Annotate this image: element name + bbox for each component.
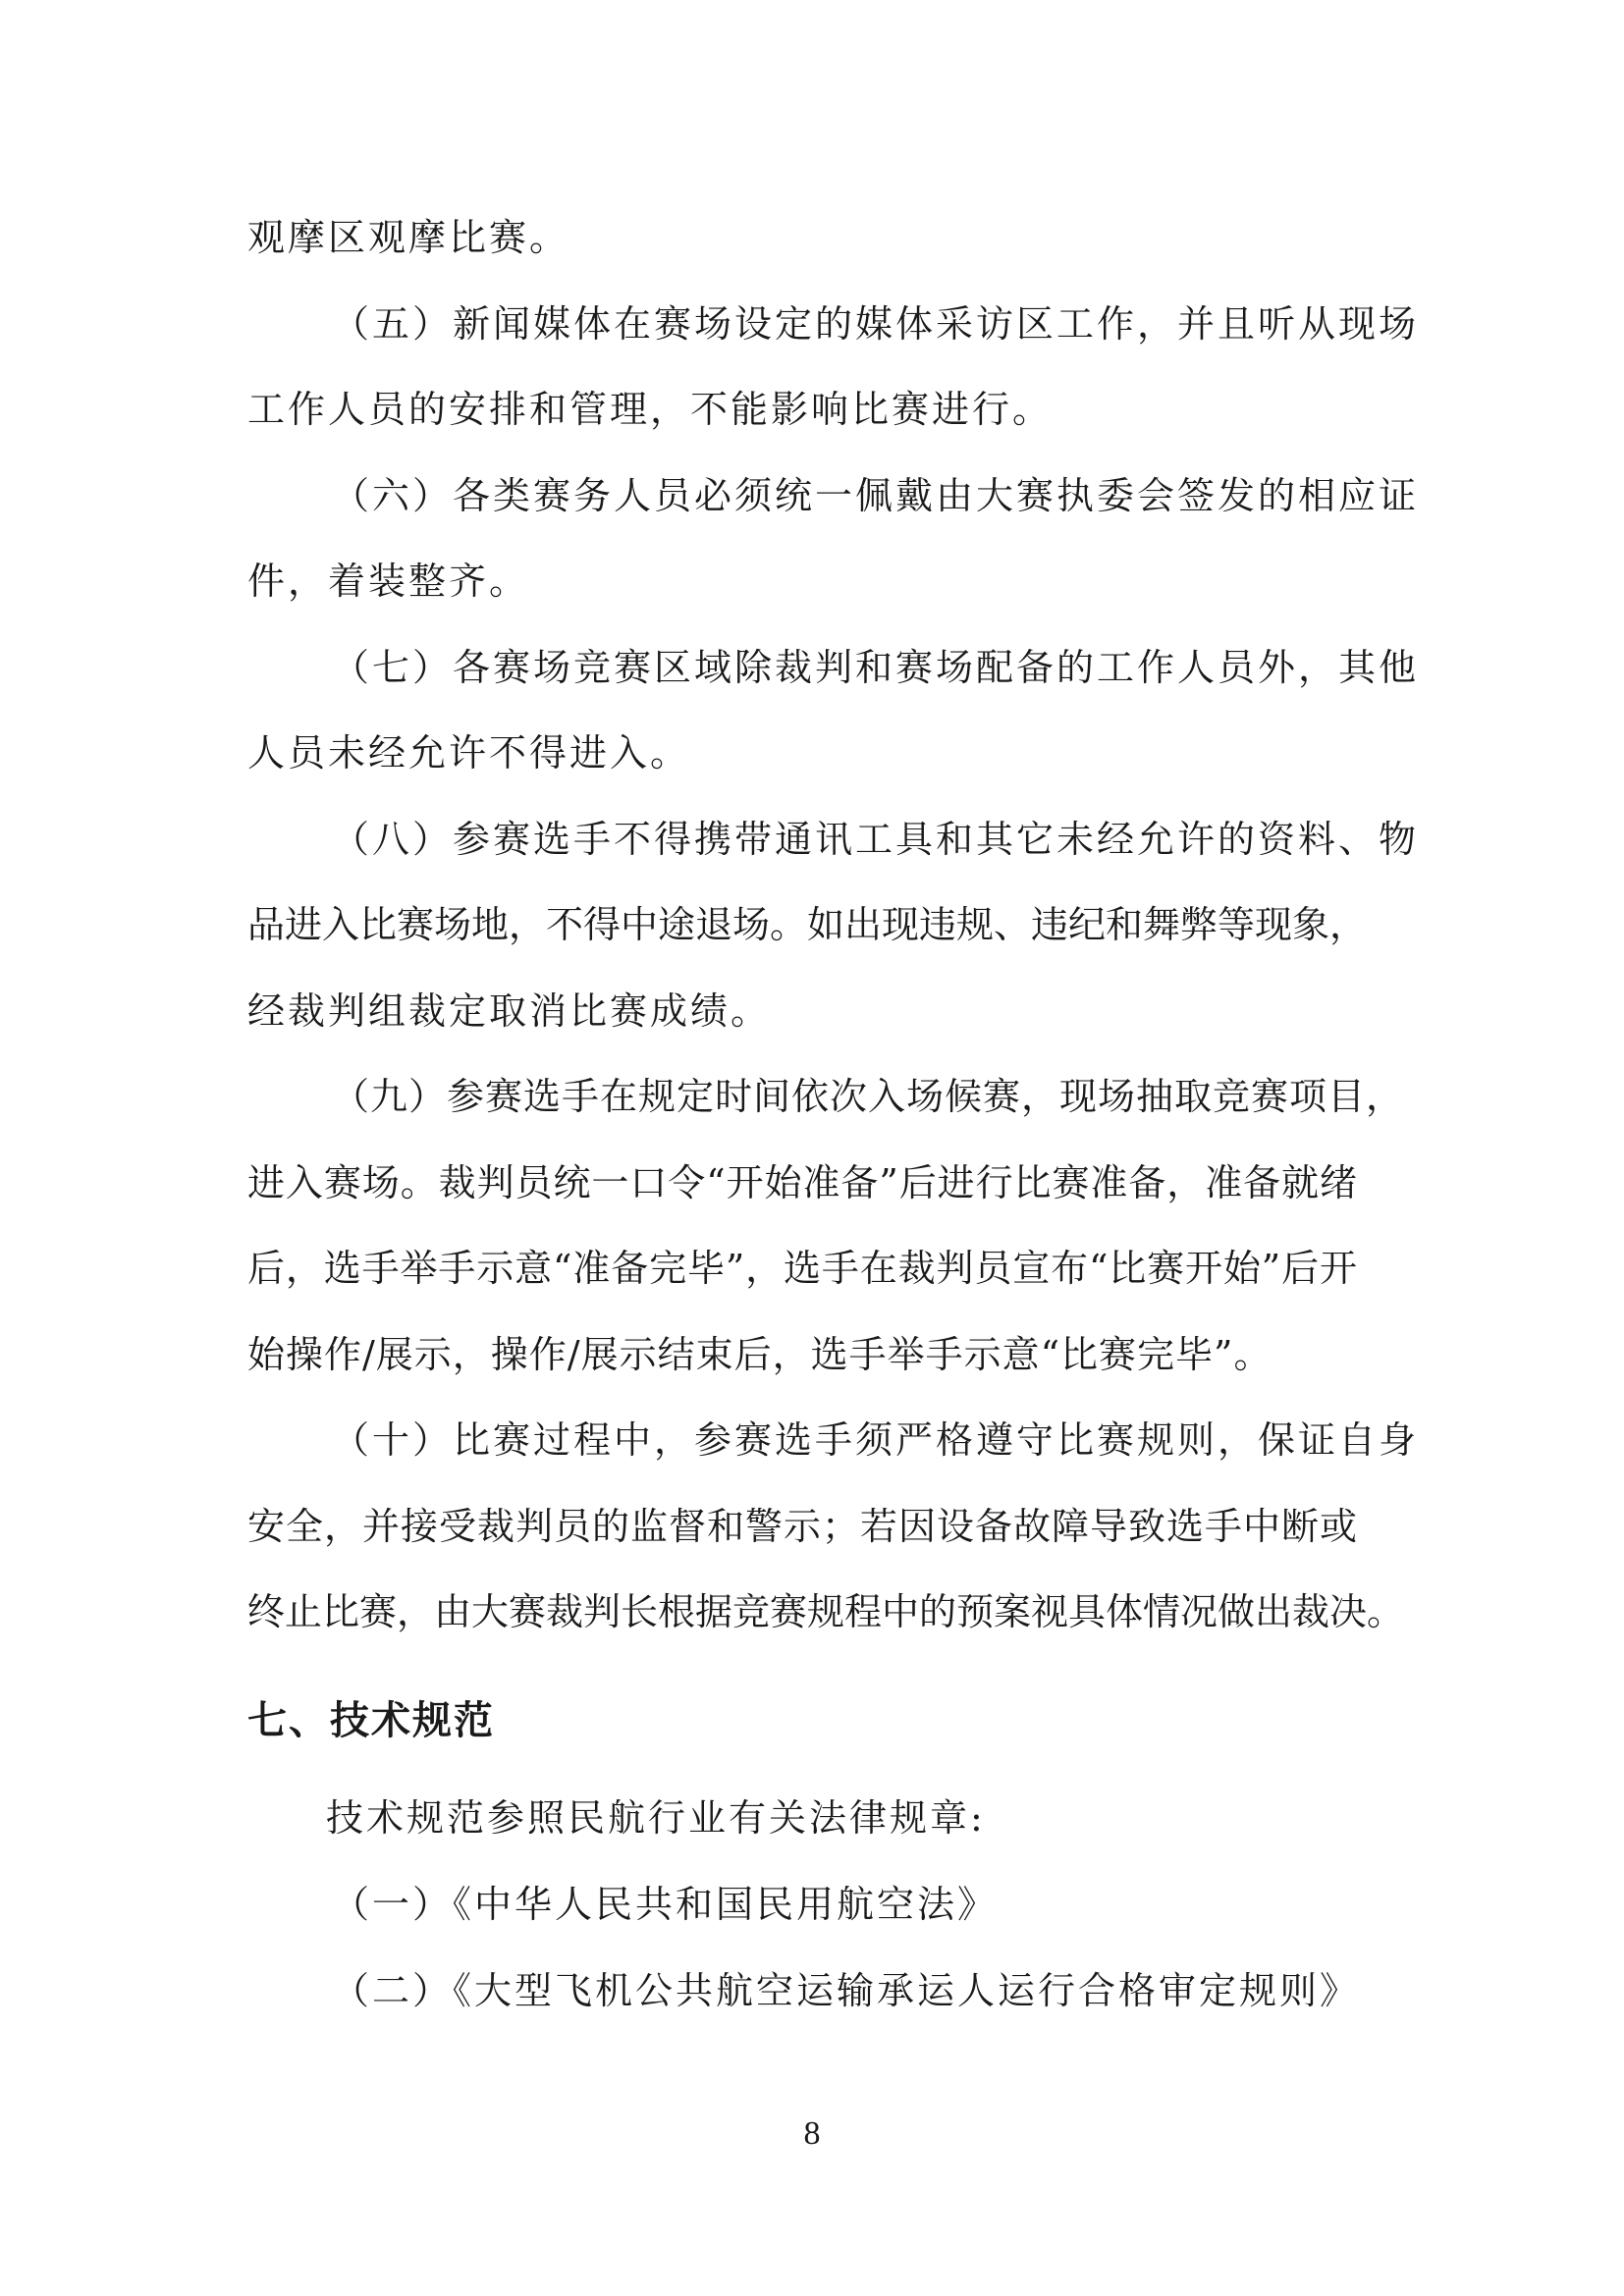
paragraph-line: 品进入比赛场地，不得中途退场。如出现违规、违纪和舞弊等现象， [247, 903, 1368, 946]
paragraph-line: （六）各类赛务人员必须统一佩戴由大赛执委会签发的相应证 [332, 474, 1420, 517]
paragraph-line: （十）比赛过程中，参赛选手须严格遵守比赛规则，保证自身 [332, 1418, 1420, 1462]
paragraph-line: 工作人员的安排和管理，不能影响比赛进行。 [247, 388, 1054, 431]
paragraph-line: 观摩区观摩比赛。 [247, 216, 570, 259]
paragraph-line: 技术规范参照民航行业有关法律规章: [326, 1796, 986, 1840]
paragraph-line: 人员未经允许不得进入。 [247, 731, 691, 774]
paragraph-line: 件，着装整齐。 [247, 560, 530, 603]
paragraph-line: （五）新闻媒体在赛场设定的媒体采访区工作，并且听从现场 [332, 302, 1420, 346]
paragraph-line: 安全，并接受裁判员的监督和警示；若因设备故障导致选手中断或 [247, 1505, 1357, 1548]
list-item: （二）《大型飞机公共航空运输承运人运行合格审定规则》 [332, 1969, 1361, 2012]
paragraph-line: 后，选手举手示意“准备完毕”，选手在裁判员宣布“比赛开始”后开 [247, 1247, 1357, 1290]
list-item: （一）《中华人民共和国民用航空法》 [332, 1883, 999, 1926]
paragraph-line: （九）参赛选手在规定时间依次入场候赛，现场抽取竞赛项目， [332, 1075, 1405, 1118]
section-heading: 七、技术规范 [247, 1698, 495, 1743]
paragraph-line: （七）各赛场竞赛区域除裁判和赛场配备的工作人员外，其他 [332, 646, 1420, 689]
paragraph-line: 终止比赛，由大赛裁判长根据竞赛规程中的预案视具体情况做出裁决。 [247, 1590, 1405, 1633]
paragraph-line: （八）参赛选手不得携带通讯工具和其它未经允许的资料、物 [332, 818, 1420, 861]
page-number: 8 [803, 2115, 821, 2152]
paragraph-line: 经裁判组裁定取消比赛成绩。 [247, 989, 772, 1033]
paragraph-line: 始操作/展示，操作/展示结束后，选手举手示意“比赛完毕”。 [247, 1333, 1272, 1376]
paragraph-line: 进入赛场。裁判员统一口令“开始准备”后进行比赛准备，准备就绪 [247, 1161, 1357, 1204]
